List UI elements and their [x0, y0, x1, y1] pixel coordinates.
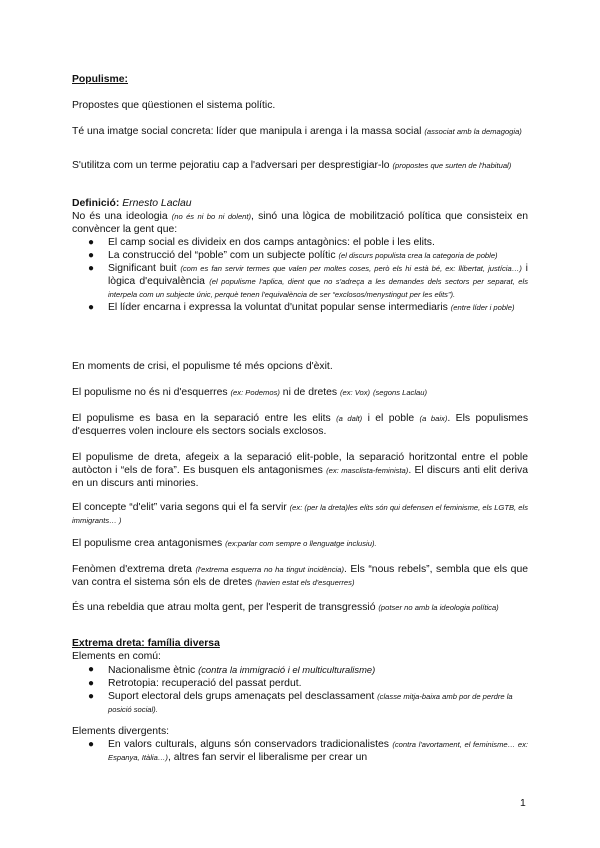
- paragraph: Fenòmen d'extrema dreta (l'extrema esquerra no ha tingut incidència). Els “nous rebels”, sembla que els que van contra el sistema són els de dretes (havien estat els d'esquerres): [72, 564, 529, 588]
- paragraph: El concepte “d'elit” varia segons qui el fa servir (ex: (per la dreta)les elits són qui defensen el feminisme, els LGTB, els immigrants… ): [72, 502, 528, 525]
- divergent-elements-list: [72, 738, 528, 764]
- list-item: ● Significant buit (com es fan servir termes que valen per moltes coses, però els hi està bé, ex: llibertat, justícia…) i lògica d'equivalència (el populisme l'aplica, dient que no s'adreça a les demandes dels sectors per separat, els interpela com un subjecte únic, perquè tenen l'equivalència de ser “exclosos/menystingut per les elits”).: [88, 263, 529, 299]
- page-number: 1: [520, 798, 526, 809]
- paragraph: S'utilitza com un terme pejoratiu cap a l'adversari per desprestigiar-lo (propostes que surten de l'habitual): [72, 160, 512, 171]
- common-elements-label: Elements en comú:: [72, 651, 161, 662]
- paragraph: És una rebeldia que atrau molta gent, per l'esperit de transgressió (potser no amb la ideologia política): [72, 602, 499, 613]
- paragraph: El populisme de dreta, afegeix a la separació elit-poble, la separació horitzontal entre el poble autòcton i “els de fora”. Es busquen els antagonismes (ex: masclista-feminista). El discurs anti elit deriva en un discurs anti minories.: [72, 452, 529, 489]
- section-title-extrema-dreta: Extrema dreta: família diversa: [72, 638, 220, 649]
- divergent-elements-label: Elements divergents:: [72, 726, 170, 737]
- list-item: ● En valors culturals, alguns són conservadors tradicionalistes (contra l'avortament, el feminisme… ex: Espanya, Itàlia…), altres fan servir el liberalisme per crear un: [88, 739, 528, 763]
- paragraph: Té una imatge social concreta: líder que manipula i arenga i la massa social (associat amb la demagogia): [72, 126, 522, 137]
- definition-heading: Definició: Ernesto Laclau: [72, 198, 192, 209]
- paragraph: El populisme crea antagonismes (ex:parlar com sempre o llenguatge inclusiu).: [72, 538, 377, 549]
- annotation: (associat amb la demagogia): [424, 127, 522, 136]
- list-item: ● Suport electoral dels grups amenaçats pel desclassament (classe mitja-baixa amb por de perdre la posició social).: [88, 691, 513, 714]
- paragraph: Propostes que qüestionen el sistema polític.: [72, 100, 276, 111]
- list-item: ● El camp social es divideix en dos camps antagònics: el poble i les elits.: [88, 237, 435, 248]
- paragraph: En moments de crisi, el populisme té més opcions d'èxit.: [72, 361, 333, 372]
- list-item: ● Retrotopia: recuperació del passat perdut.: [88, 678, 302, 689]
- annotation: (propostes que surten de l'habitual): [392, 161, 512, 170]
- paragraph: El populisme es basa en la separació entre les elits (a dalt) i el poble (a baix). Els populismes d'esquerres volen incloure els sectors socials exclosos.: [72, 413, 529, 437]
- common-elements-list: [72, 663, 528, 716]
- section-title-populisme: Populisme:: [72, 74, 129, 85]
- definition-text: No és una ideologia (no és ni bo ni dolent), sinó una lògica de mobilització política que consisteix en convèncer la gent que:: [72, 211, 528, 235]
- list-item: ● El líder encarna i expressa la voluntat d'unitat popular sense intermediaris (entre líder i poble): [88, 302, 515, 313]
- definition-list: [72, 236, 528, 314]
- list-item: ● Nacionalisme ètnic (contra la immigració i el multiculturalisme): [88, 664, 376, 676]
- paragraph: El populisme no és ni d'esquerres (ex: Podemos) ni de dretes (ex: Vox) (segons Laclau): [72, 387, 428, 398]
- list-item: ● La construcció del “poble” com un subjecte polític (el discurs populista crea la categoria de poble): [88, 250, 498, 261]
